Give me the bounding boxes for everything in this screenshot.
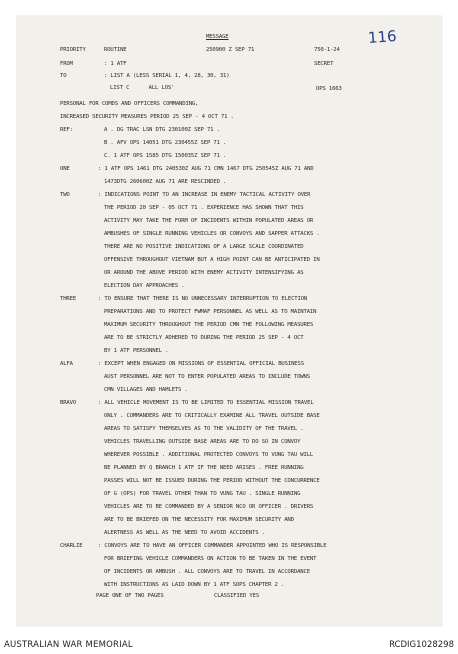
classified-status: CLASSIFIED YES [214,593,260,599]
body-line: ALERTNESS AS WELL AS THE NEED TO AVOID ACCIDENTS . [104,530,265,536]
section-label: TWO [60,192,70,198]
body-line: VEHICLES TRAVELLING OUTSIDE BASE AREAS ARE TO DO SO IN CONVOY [104,439,301,445]
body-line: C. 1 ATF OPS 1585 DTG 150035Z SEP 71 . [104,153,227,159]
body-line: PREPARATIONS AND TO PROTECT FWMAF PERSONNEL AS WELL AS TO MAINTAIN [104,309,317,315]
from-value: : 1 ATF [104,61,127,67]
body-line: INCREASED SECURITY MEASURES PERIOD 25 SEP - 4 OCT 71 . [60,114,234,120]
body-line: ARE TO BE BRIEFED ON THE NECESSITY FOR MAXIMUM SECURITY AND [104,517,294,523]
to-value: : LIST A (LESS SERIAL 1, 4, 28, 30, 31) [104,73,230,79]
body-line: PERSONAL FOR COMDS AND OFFICERS COMMANDING, [60,101,199,107]
ops-number: OPS 1663 [316,86,342,92]
from-label: FROM [60,61,73,67]
body-line: VEHICLES ARE TO BE COMMANDED BY A SENIOR NCO OR OFFICER . DRIVERS [104,504,314,510]
section-label: BRAVO [60,400,77,406]
body-line: : ALL VEHICLE MOVEMENT IS TO BE LIMITED TO ESSENTIAL MISSION TRAVEL [98,400,314,406]
section-label: ALFA [60,361,73,367]
date-time-group: 250900 Z SEP 71 [206,47,255,53]
body-line: MAXIMUM SECURITY THROUGHOUT THE PERIOD CMN THE FOLLOWING MEASURES [104,322,314,328]
classification-header: SECRET [314,61,334,67]
archive-name: AUSTRALIAN WAR MEMORIAL [4,640,133,650]
body-line: : INDICATIONS POINT TO AN INCREASE IN ENEMY TACTICAL ACTIVITY OVER [98,192,311,198]
to-label: TO [60,73,67,79]
body-line: : EXCEPT WHEN ENGAGED ON MISSIONS OF ESSENTIAL OFFICIAL BUSINESS [98,361,304,367]
body-line: OF G (OPS) FOR TRAVEL OTHER THAN TO VUNG TAU . SINGLE RUNNING [104,491,301,497]
body-line: BY 1 ATF PERSONNEL . [104,348,169,354]
body-line: 1473DTG 260600Z AUG 71 ARE RESCINDED . [104,179,227,185]
body-line: ACTIVITY MAY TAKE THE FORM OF INCIDENTS WITHIN POPULATED AREAS OR [104,218,314,224]
priority-value: ROUTINE [104,47,127,53]
handwritten-page-number: 116 [367,27,398,47]
body-line: B . AFV OPS 14051 DTG 230455Z SEP 71 . [104,140,227,146]
body-line: WITH INSTRUCTIONS AS LAID DOWN BY 1 ATF SOPS CHAPTER 2 . [104,582,285,588]
body-line: AMBUSHES OF SINGLE RUNNING VEHICLES OR CONVOYS AND SAPPER ATTACKS . [104,231,320,237]
section-label: THREE [60,296,77,302]
page-count: PAGE ONE OF TWO PAGES [96,593,164,599]
section-label: REF: [60,127,73,133]
body-line: OFFENSIVE THROUGHOUT VIETNAM BUT A HIGH POINT CAN BE ANTICIPATED IN [104,257,320,263]
body-line: ARE TO BE STRICTLY ADHERED TO DURING THE PERIOD 25 SEP - 4 OCT [104,335,304,341]
section-label: CHARLIE [60,543,83,549]
to-value-secondary: LIST C ALL LOS' [110,85,175,91]
priority-label: PRIORITY [60,47,86,53]
archive-footer [0,632,458,654]
body-line: : TO ENSURE THAT THERE IS NO UNNECESSARY INTERRUPTION TO ELECTION [98,296,308,302]
reference-number: 750-1-24 [314,47,340,53]
body-line: : CONVOYS ARE TO HAVE AN OFFICER COMMANDER APPOINTED WHO IS RESPONSIBLE [98,543,327,549]
body-line: BE PLANNED BY Q BRANCH 1 ATF IF THE NEED ARISES . FREE RUNNING [104,465,304,471]
body-line: CMN VILLAGES AND HAMLETS . [104,387,188,393]
body-line: FOR BRIEFING VEHICLE COMMANDERS ON ACTION TO BE TAKEN IN THE EVENT [104,556,317,562]
body-line: ELECTION DAY APPROACHES . [104,283,185,289]
section-label: ONE [60,166,70,172]
body-line: WHEREVER POSSIBLE . ADDITIONAL PROTECTED CONVOYS TO VUNG TAU WILL [104,452,314,458]
archive-record-id: RCDIG1028298 [389,640,454,650]
body-line: A . DG TRAC LSN DTG 230100Z SEP 71 . [104,127,220,133]
body-line: THE PERIOD 20 SEP - 05 OCT 71 . EXPERIENCE HAS SHOWN THAT THIS [104,205,304,211]
body-line: : 1 ATF OPS 1461 DTG 240530Z AUG 71 CMN 1467 DTG 250545Z AUG 71 AND [98,166,314,172]
body-line: PASSES WILL NOT BE ISSUED DURING THE PERIOD WITHOUT THE CONCURRENCE [104,478,320,484]
body-line: AREAS TO SATISFY THEMSELVES AS TO THE VALIDITY OF THE TRAVEL . [104,426,304,432]
body-line: OF INCIDENTS OR AMBUSH . ALL CONVOYS ARE TO TRAVEL IN ACCORDANCE [104,569,310,575]
body-line: AUST PERSONNEL ARE NOT TO ENTER POPULATED AREAS TO INCLUDE TOWNS [104,374,310,380]
body-line: OR AROUND THE ABOVE PERIOD WITH ENEMY ACTIVITY INTENSIFYING AS [104,270,304,276]
body-line: ONLY . COMMANDERS ARE TO CRITICALLY EXAMINE ALL TRAVEL OUTSIDE BASE [104,413,320,419]
message-title: MESSAGE [206,34,229,40]
body-line: THERE ARE NO POSITIVE INDICATIONS OF A LARGE SCALE COORDINATED [104,244,304,250]
